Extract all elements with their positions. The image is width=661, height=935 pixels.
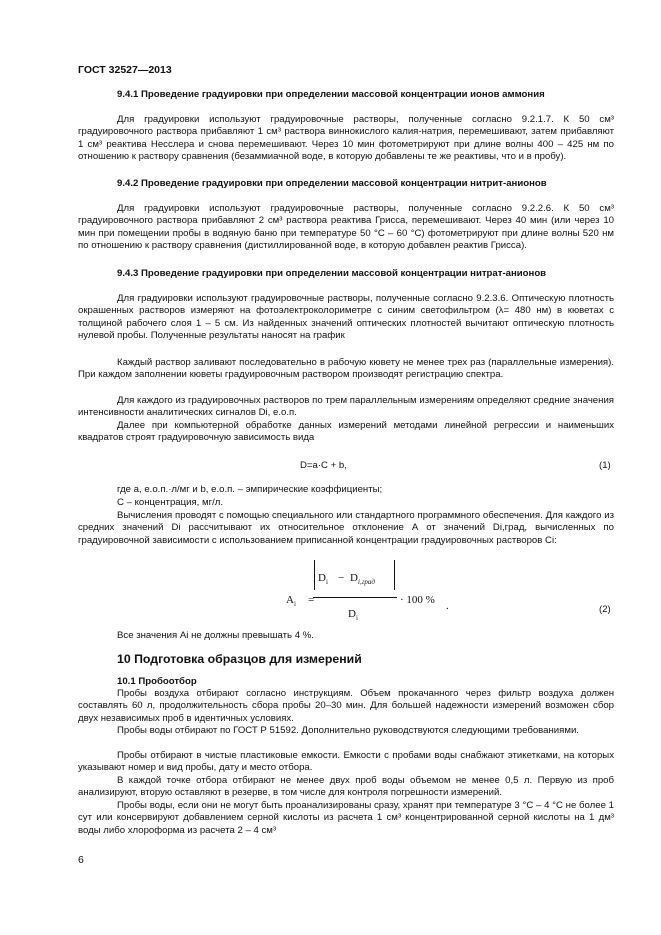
section-9-4-3-title: 9.4.3 Проведение градуировки при определении массовой концентрации нитрат-анионов (117, 268, 547, 279)
fraction-bar (313, 597, 397, 598)
page-number: 6 (78, 854, 84, 866)
eq2-lhs: A (286, 594, 294, 606)
section-9-4-1-text: Для градуировки используют градуировочные растворы, полученные согласно 9.2.1.7. К 50 см³ градуировочного раствора прибавляют 1 см³ раствора виннокислого калия-натрия, перемешивают, затем прибавляют 1 см³ реактива Несслера и снова перемешивают. Через 10 мин фотометрируют при длине волны 400 – 425 нм по отношению к раствору сравнения (безаммиачной воде, в которую добавлены те же реактивы, что и в пробу). (78, 114, 614, 162)
equation-1: D=a·C + b, (300, 460, 347, 471)
limit-statement: Все значения Аi не должны превышать 4 %. (117, 630, 314, 641)
section-10-1-para-2: Пробы воды отбирают по ГОСТ Р 51592. Дополнительно руководствуются следующими требованиями. (117, 725, 579, 736)
section-9-4-3-para-1: Для градуировки используют градуировочные растворы, полученные согласно 9.2.3.6. Оптическую плотность окрашенных растворов измеряют на фотоэлектроколориметре с синим светофильтром (λ= 480 нм) в кюветах с толщиной рабочего слоя 1 – 5 см. Из найденных значений оптических плотностей вычитают оптическую плотность нулевой пробы. Полученные результаты наносят на график (78, 293, 614, 341)
equation-2 (280, 560, 480, 630)
abs-right-bar (394, 560, 397, 590)
abs-left-bar (314, 560, 317, 590)
eq2-num-b: D (350, 572, 358, 584)
equation-2-number: (2) (599, 604, 611, 615)
section-10-1-para-1: Пробы воздуха отбирают согласно инструкциям. Объем прокачанного через фильтр воздуха должен составлять 60 л, продолжительность сбора пробы 20–30 мин. Для большей надежности измерений возможен сбор двух независимых проб в идентичных условиях. (78, 688, 614, 724)
eq2-equals: = (308, 594, 315, 606)
eq2-num-a-sub: i (326, 578, 328, 586)
eq2-num-b-sub: i,град (358, 578, 375, 586)
section-9-4-2-text: Для градуировки используют градуировочные растворы, полученные согласно 9.2.2.6. К 50 см³ градуировочного раствора прибавляют 2 см³ раствора реактива Грисса, перемешивают. Через 40 мин (или через 10 мин при помещении пробы в водяную баню при температуре 50 °С – 60 °С) фотометрируют при длине волны 520 нм по отношению к раствору сравнения (дистиллированной воде, в которую добавлен реактив Грисса). (78, 203, 614, 251)
where-clause-2: С – концентрация, мг/л. (117, 497, 224, 508)
where-clause-1: где a, е.о.п.·л/мг и b, е.о.п. – эмпирические коэффициенты; (117, 484, 383, 495)
section-9-4-2-title: 9.4.2 Проведение градуировки при определении массовой концентрации нитрит-анионов (117, 178, 547, 189)
section-9-4-1-title: 9.4.1 Проведение градуировки при определении массовой концентрации ионов аммония (117, 89, 545, 100)
section-9-4-3-para-2: Каждый раствор заливают последовательно в рабочую кювету не менее трех раз (параллельные измерения). При каждом заполнении кюветы градуировочным раствором производят регистрацию спектра. (78, 357, 614, 381)
section-10-1-para-5: Пробы воды, если они не могут быть проанализированы сразу, хранят при температуре 3 °С – 4 °С не более 1 сут или консервируют добавлением серной кислоты из расчета 1 см³ концентрированной серной кислоты на 1 дм³ воды либо хлороформа из расчета 2 – 4 см³ (78, 800, 614, 836)
calculation-paragraph: Вычисления проводят с помощью специального или стандартного программного обеспечения. Для каждого из средних значений Di рассчитывают их относительное отклонение А от значений Di,град, вычисленных по градуировочной зависимости с использованием приписанной концентрации градуировочных растворов Сi: (78, 510, 614, 546)
section-10-1-para-3: Пробы отбирают в чистые пластиковые емкости. Емкости с пробами воды снабжают этикетками, на которых указывают номер и вид пробы, дату и место отбора. (78, 750, 614, 774)
document-header: ГОСТ 32527—2013 (78, 64, 172, 76)
eq2-lhs-sub: i (294, 600, 296, 608)
eq2-den-sub: i (356, 614, 358, 622)
eq2-minus: − (338, 572, 345, 584)
eq2-den: D (348, 608, 356, 620)
eq2-num-a: D (318, 572, 326, 584)
section-10-1-para-4: В каждой точке отбора отбирают не менее двух проб воды объемом не менее 0,5 л. Первую из проб анализируют, вторую оставляют в резерве, в том числе для контроля погрешности измерений. (78, 775, 614, 799)
section-9-4-3-para-3: Для каждого из градуировочных растворов по трем параллельным измерениям определяют средние значения интенсивности аналитических сигналов Di, е.о.п. (78, 395, 614, 419)
eq2-dot: . (446, 600, 449, 612)
section-9-4-3-para-4: Далее при компьютерной обработке данных измерений методами линейной регрессии и наименьших квадратов строят градуировочную зависимость вида (78, 420, 614, 444)
equation-1-number: (1) (599, 460, 611, 471)
section-10-title: 10 Подготовка образцов для измерений (117, 652, 362, 666)
eq2-mult: · 100 % (400, 594, 435, 606)
section-10-1-title: 10.1 Пробоотбор (117, 676, 197, 687)
